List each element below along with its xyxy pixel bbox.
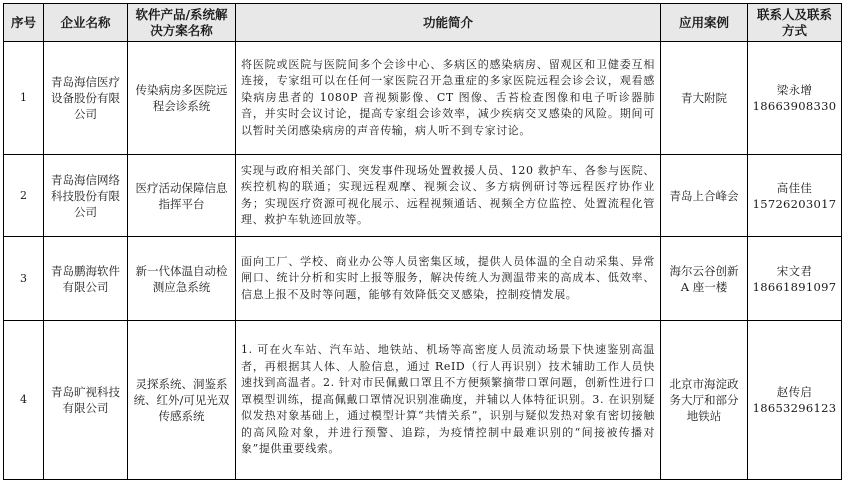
company-name: 青岛海信医疗设备股份有限公司 bbox=[44, 42, 128, 155]
product-name: 传染病房多医院远程会诊系统 bbox=[128, 42, 236, 155]
company-name: 青岛鹏海软件有限公司 bbox=[44, 237, 128, 321]
contact-name: 梁永增 bbox=[776, 83, 813, 97]
application-case: 北京市海淀政务大厅和部分地铁站 bbox=[661, 321, 748, 480]
application-case: 海尔云谷创新 A 座一楼 bbox=[661, 237, 748, 321]
contact-phone: 18663908330 bbox=[752, 99, 837, 113]
table-row bbox=[4, 42, 842, 155]
contact-cell bbox=[748, 321, 842, 480]
contact-cell bbox=[748, 42, 842, 155]
function-description: 将医院或医院与医院间多个会诊中心、多病区的感染病房、留观区和卫健委互相连接，专家组可以在任何一家医院召开急重症的多家医院远程会诊会议，观看感染病房患者的 1080P 音视频影像、CT 图像、舌苔检查图像和电子听诊器肺音，并实时会议讨论，提高专家组会诊效率，减少疾病交叉感染的风险。期间可以暂时关闭感染病房的声音传输，病人听不到专家讨论。 bbox=[236, 42, 661, 155]
row-index: 1 bbox=[4, 42, 44, 155]
product-name: 灵探系统、洞鉴系统、红外/可见光双传感系统 bbox=[128, 321, 236, 480]
row-index: 4 bbox=[4, 321, 44, 480]
contact-phone: 15726203017 bbox=[752, 196, 837, 211]
contact-phone: 18653296123 bbox=[752, 401, 837, 415]
header-description: 功能简介 bbox=[236, 4, 661, 42]
header-product: 软件产品/系统解决方案名称 bbox=[128, 4, 236, 42]
contact-name: 高佳佳 bbox=[776, 180, 813, 195]
function-description: 实现与政府相关部门、突发事件现场处置救援人员、120 救护车、各参与医院、疾控机构的联通；实现远程观摩、视频会议、多方病例研讨等远程医疗协作业务；实现医疗资源可视化展示、远程视频通话、视频全方位监控、处置流程化管理、救护车轨迹回放等。 bbox=[236, 155, 661, 237]
row-index: 2 bbox=[4, 155, 44, 237]
table-row bbox=[4, 237, 842, 321]
company-name: 青岛海信网络科技股份有限公司 bbox=[44, 155, 128, 237]
product-name: 医疗活动保障信息指挥平台 bbox=[128, 155, 236, 237]
header-index: 序号 bbox=[4, 4, 44, 42]
contact-name: 宋文君 bbox=[776, 263, 813, 278]
application-case: 青岛上合峰会 bbox=[661, 155, 748, 237]
contact-name: 赵传启 bbox=[776, 385, 813, 399]
row-index: 3 bbox=[4, 237, 44, 321]
header-company: 企业名称 bbox=[44, 4, 128, 42]
contact-cell bbox=[748, 237, 842, 321]
table-row bbox=[4, 321, 842, 480]
solutions-table-container bbox=[3, 3, 841, 479]
solutions-table bbox=[3, 3, 842, 480]
application-case: 青大附院 bbox=[661, 42, 748, 155]
company-name: 青岛旷视科技有限公司 bbox=[44, 321, 128, 480]
contact-cell bbox=[748, 155, 842, 237]
header-contact: 联系人及联系方式 bbox=[748, 4, 842, 42]
contact-phone: 18661891097 bbox=[752, 279, 837, 294]
table-row bbox=[4, 155, 842, 237]
header-row bbox=[4, 4, 842, 42]
function-description: 面向工厂、学校、商业办公等人员密集区域，提供人员体温的全自动采集、异常闸口、统计分析和实时上报等服务，解决传统人为测温带来的高成本、低效率、信息上报不及时等问题，能够有效降低交叉感染，控制疫情发展。 bbox=[236, 237, 661, 321]
product-name: 新一代体温自动检测应急系统 bbox=[128, 237, 236, 321]
header-case: 应用案例 bbox=[661, 4, 748, 42]
function-description: 1. 可在火车站、汽车站、地铁站、机场等高密度人员流动场景下快速鉴别高温者，再根据其人体、人脸信息，通过 ReID（行人再识别）技术辅助工作人员快速找到高温者。2. 针对市民佩戴口罩且不方便频繁摘带口罩问题，创新性进行口罩模型训练，提高佩戴口罩情况识别准确度，并辅以人体特征识别。3. 在识别疑似发热对象基础上，通过模型计算“共情关系”，识别与疑似发热对象有密切接触的高风险对象，并进行预警、追踪，为疫情控制中最难识别的“间接被传播对象”提供重要线索。 bbox=[236, 321, 661, 480]
